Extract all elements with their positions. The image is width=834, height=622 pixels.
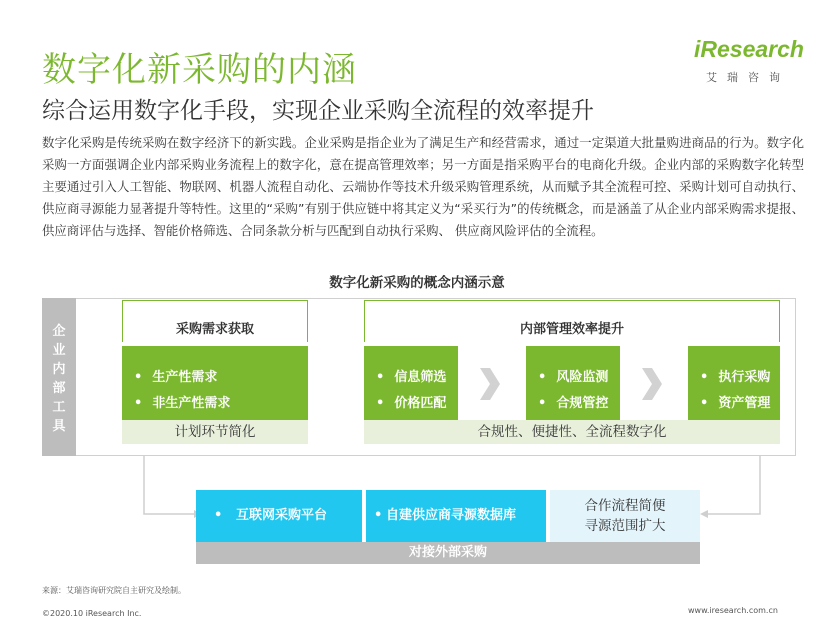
supplier-db-label: 自建供应商寻源数据库 [386,508,517,523]
bullet: • [214,508,223,523]
right-footer-strip: 合规性、便捷性、全流程数字化 [364,420,780,444]
chevron-right-icon [478,366,502,402]
internet-platform-label: 互联网采购平台 [236,508,328,523]
source-note: 来源：艾瑞咨询研究院自主研究及绘制。 [42,586,186,595]
bullet: • [374,508,383,523]
demand-item-1: • 生产性需求 [134,366,217,385]
page-subtitle: 综合运用数字化手段，实现企业采购全流程的效率提升 [42,98,594,124]
risk-item-2: • 合规管控 [538,392,608,411]
diagram-title: 数字化新采购的概念内涵示意 [329,275,505,291]
supplier-db-box [366,490,546,542]
demand-item-2: • 非生产性需求 [134,392,230,411]
internet-platform-box [196,490,362,542]
logo-text: iResearch [694,36,804,62]
demand-box [122,346,308,420]
side-label: 企业内部工具 [52,324,66,434]
execute-item-2: • 资产管理 [700,392,770,411]
benefit-box [550,490,700,542]
info-item-1: • 信息筛选 [376,366,446,385]
left-footer-strip: 计划环节简化 [122,420,308,444]
benefit-line-2: 寻源范围扩大 [584,518,666,534]
left-section-title: 采购需求获取 [175,322,254,337]
logo-subtext: 艾瑞咨询 [706,71,790,84]
risk-item-1: • 风险监测 [538,366,608,385]
external-footer-bar: 对接外部采购 [196,542,700,564]
info-box [364,346,458,420]
risk-box [526,346,620,420]
right-section-title: 内部管理效率提升 [519,322,624,337]
benefit-line-1: 合作流程简便 [584,498,666,514]
iresearch-logo [694,34,804,94]
execute-box [688,346,780,420]
page-title: 数字化新采购的内涵 [42,50,357,90]
chevron-right-icon [640,366,664,402]
website-url: www.iresearch.com.cn [688,606,778,615]
execute-item-1: • 执行采购 [700,366,770,385]
copyright: ©2020.10 iResearch Inc. [42,609,142,618]
info-item-2: • 价格匹配 [376,392,446,411]
intro-paragraph: 数字化采购是传统采购在数字经济下的新实践。企业采购是指企业为了满足生产和经营需求，通过一定渠道大批量购进商品的行为。数字化采购一方面强调企业内部采购业务流程上的数字化，意在提高管理效率；另一方面是指采购平台的电商化升级。企业内部的采购数字化转型主要通过引入人工智能、物联网、机器人流程自动化、云端协作等技术升级采购管理系统，从而赋予其全流程可控、采购计划可自动执行、供应商寻源能力显著提升等特性。这里的“采购”有别于供应链中将其定义为“采买行为”的传统概念，而是涵盖了从企业内部采购需求提报、供应商评估与选择、智能价格筛选、合同条款分析与匹配到自动执行采购、 供应商风险评估的全流程。 [42,135,804,238]
